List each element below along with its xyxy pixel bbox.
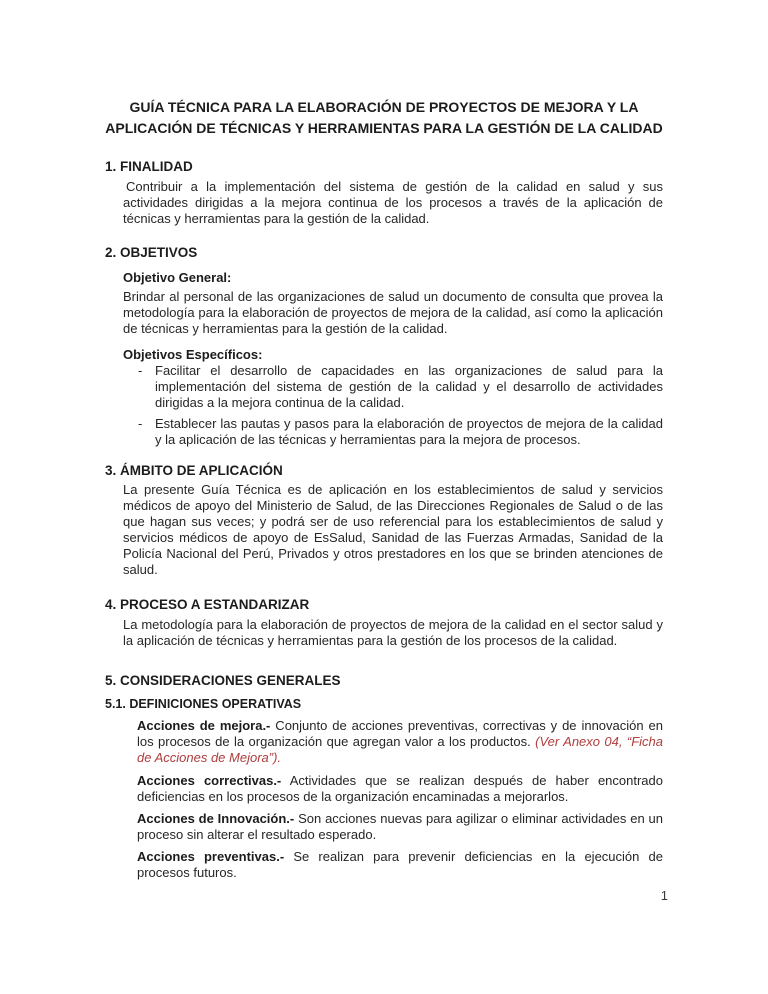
objective-bullet-1-text: Facilitar el desarrollo de capacidades en las organizaciones de salud para la implementación del sistema de gestión de la calidad y el desarrollo de actividades dirigidas a la mejora continua de la calidad. (155, 363, 663, 410)
definition-acciones-correctivas (137, 773, 663, 805)
objetivo-general-subheading: Objetivo General: (123, 270, 232, 285)
definition-term: Acciones correctivas.- (137, 773, 282, 788)
document-title: GUÍA TÉCNICA PARA LA ELABORACIÓN DE PROYECTOS DE MEJORA Y LA APLICACIÓN DE TÉCNICAS Y HERRAMIENTAS PARA LA GESTIÓN DE LA CALIDAD (105, 99, 663, 136)
document-content (105, 0, 663, 881)
bullet-dash: - (138, 363, 143, 378)
objetivo-general-body: Brindar al personal de las organizaciones de salud un documento de consulta que provea la metodología para la elaboración de proyectos de mejora de la calidad, así como la aplicación de técnicas y herramientas para la gestión de la calidad. (123, 289, 663, 336)
section-finalidad-body: Contribuir a la implementación del sistema de gestión de la calidad en salud y sus actividades dirigidas a la mejora continua de los procesos a través de la aplicación de técnicas y herramientas para la gestión de la calidad. (123, 179, 663, 226)
section-proceso-heading: 4. PROCESO A ESTANDARIZAR (105, 597, 310, 612)
definition-acciones-de-innovacion (137, 811, 663, 843)
definition-acciones-preventivas (137, 849, 663, 881)
section-ambito-body: La presente Guía Técnica es de aplicación en los establecimientos de salud y servicios médicos de apoyo del Ministerio de Salud, de las Direcciones Regionales de Salud o de las que hagan sus veces; y podrá ser de uso referencial para los establecimientos de salud y servicios médicos de apoyo de EsSalud, Sanidad de las Fuerzas Armadas, Sanidad de la Policía Nacional del Perú, Privados y otros prestadores en los que se brinden atenciones de salud. (123, 482, 663, 577)
objective-bullet-2-text: Establecer las pautas y pasos para la elaboración de proyectos de mejora de la calidad y la aplicación de las técnicas y herramientas para la mejora de procesos. (155, 416, 663, 447)
section-finalidad-heading: 1. FINALIDAD (105, 159, 193, 174)
bullet-dash: - (138, 416, 143, 431)
page-number: 1 (660, 888, 668, 903)
objective-bullet-1 (138, 363, 663, 411)
section-consideraciones-heading: 5. CONSIDERACIONES GENERALES (105, 673, 341, 688)
objetivos-especificos-subheading: Objetivos Específicos: (123, 347, 263, 362)
section-proceso-body: La metodología para la elaboración de proyectos de mejora de la calidad en el sector salud y la aplicación de técnicas y herramientas para la gestión de los procesos de la calidad. (123, 617, 663, 648)
definition-text: Son acciones nuevas para agilizar o eliminar actividades en un proceso sin alterar el resultado esperado. (137, 811, 663, 842)
definition-term: Acciones preventivas.- (137, 849, 285, 864)
annex-reference-note: (Ver Anexo 04, “Ficha de Acciones de Mejora”). (137, 734, 663, 765)
definition-term: Acciones de Innovación.- (137, 811, 295, 826)
definition-acciones-de-mejora (137, 718, 663, 766)
definiciones-operativas-subheading: 5.1. DEFINICIONES OPERATIVAS (105, 697, 302, 711)
section-objetivos-heading: 2. OBJETIVOS (105, 245, 198, 260)
definition-term: Acciones de mejora.- (137, 718, 271, 733)
definition-text: Actividades que se realizan después de haber encontrado deficiencias en los procesos de la organización encaminadas a mejorarlos. (137, 773, 663, 804)
section-ambito-heading: 3. ÁMBITO DE APLICACIÓN (105, 463, 283, 478)
objective-bullet-2 (138, 416, 663, 448)
definition-text: Conjunto de acciones preventivas, correctivas y de innovación en los procesos de la organización que agregan valor a los productos. (137, 718, 663, 749)
definition-text: Se realizan para prevenir deficiencias en la ejecución de procesos futuros. (137, 849, 664, 880)
